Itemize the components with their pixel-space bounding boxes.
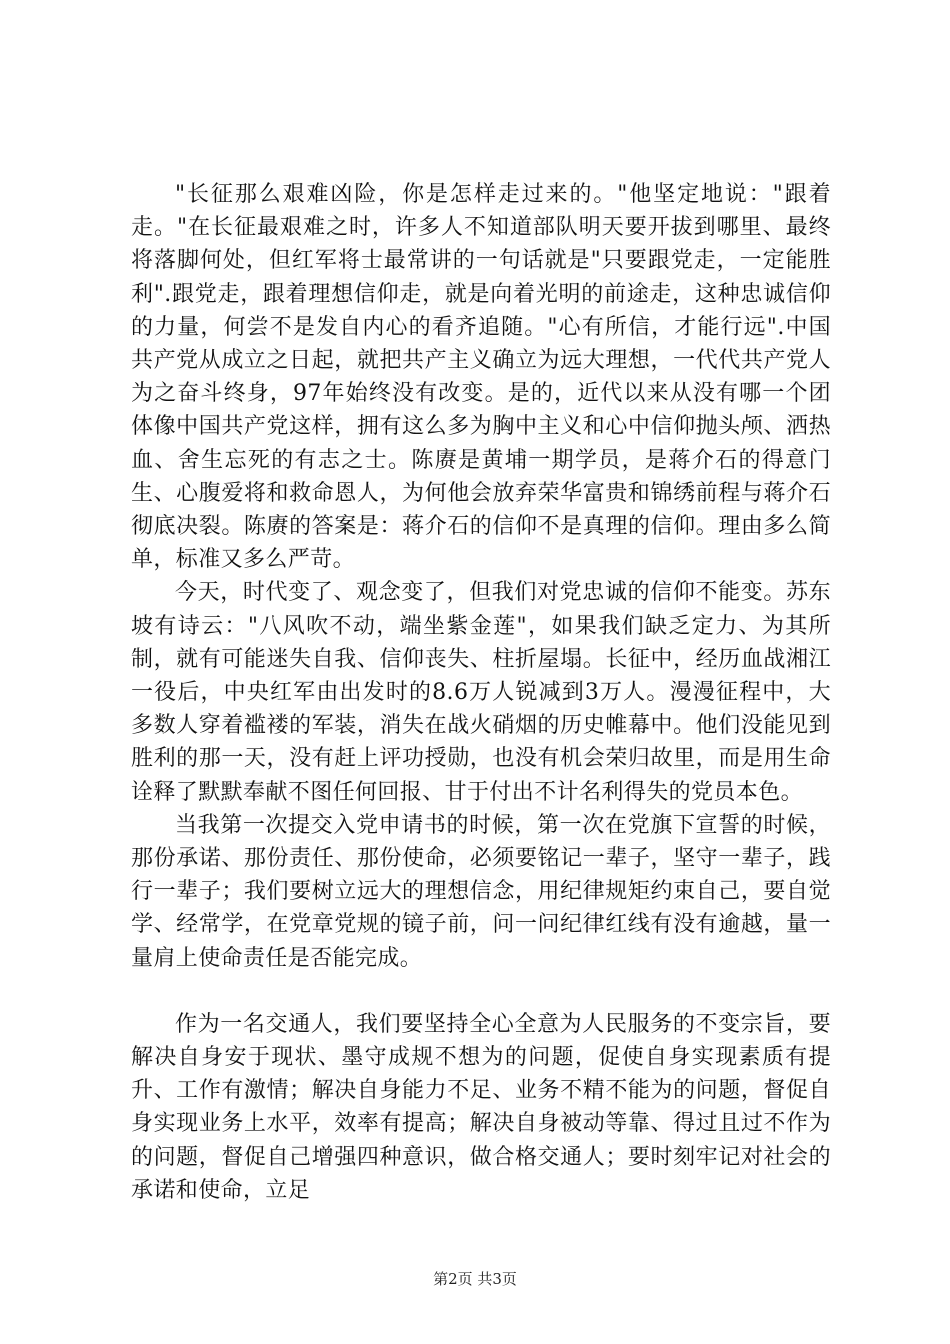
paragraph-4: 作为一名交通人，我们要坚持全心全意为人民服务的不变宗旨，要解决自身安于现状、墨守成规不想为的问题，促使自身实现素质有提升、工作有激情；解决自身能力不足、业务不精不能为的问题，督促自身实现业务上水平，效率有提高；解决自身被动等靠、得过且过不作为的问题，督促自己增强四种意识，做合格交通人；要时刻牢记对社会的承诺和使命，立足 (131, 1011, 831, 1203)
paragraph-3: 当我第一次提交入党申请书的时候，第一次在党旗下宣誓的时候，那份承诺、那份责任、那份使命，必须要铭记一辈子，坚守一辈子，践行一辈子；我们要树立远大的理想信念，用纪律规矩约束自己，要自觉学、经常学，在党章党规的镜子前，问一问纪律红线有没有逾越，量一量肩上使命责任是否能完成。 (131, 812, 831, 971)
page-footer: 第2页 共3页 (433, 1270, 517, 1288)
paragraph-2: 今天，时代变了、观念变了，但我们对党忠诚的信仰不能变。苏东坡有诗云："八风吹不动，端坐紫金莲"，如果我们缺乏定力、为其所制，就有可能迷失自我、信仰丧失、柱折屋塌。长征中，经历血战湘江一役后，中央红军由出发时的8.6万人锐减到3万人。漫漫征程中，大多数人穿着褴褛的军装，消失在战火硝烟的历史帷幕中。他们没能见到胜利的那一天，没有赶上评功授勋，也没有机会荣归故里，而是用生命诠释了默默奉献不图任何回报、甘于付出不计名利得失的党员本色。 (131, 580, 831, 805)
paragraph-1: "长征那么艰难凶险，你是怎样走过来的。"他坚定地说："跟着走。"在长征最艰难之时，许多人不知道部队明天要开拔到哪里、最终将落脚何处，但红军将士最常讲的一句话就是"只要跟党走，一定能胜利".跟党走，跟着理想信仰走，就是向着光明的前途走，这种忠诚信仰的力量，何尝不是发自内心的看齐追随。"心有所信，才能行远".中国共产党从成立之日起，就把共产主义确立为远大理想，一代代共产党人为之奋斗终身，97年始终没有改变。是的，近代以来从没有哪一个团体像中国共产党这样，拥有这么多为胸中主义和心中信仰抛头颅、洒热血、舍生忘死的有志之士。陈赓是黄埔一期学员，是蒋介石的得意门生、心腹爱将和救命恩人，为何他会放弃荣华富贵和锦绣前程与蒋介石彻底决裂。陈赓的答案是：蒋介石的信仰不是真理的信仰。理由多么简单，标准又多么严苛。 (131, 182, 831, 573)
document-body (131, 178, 831, 1207)
